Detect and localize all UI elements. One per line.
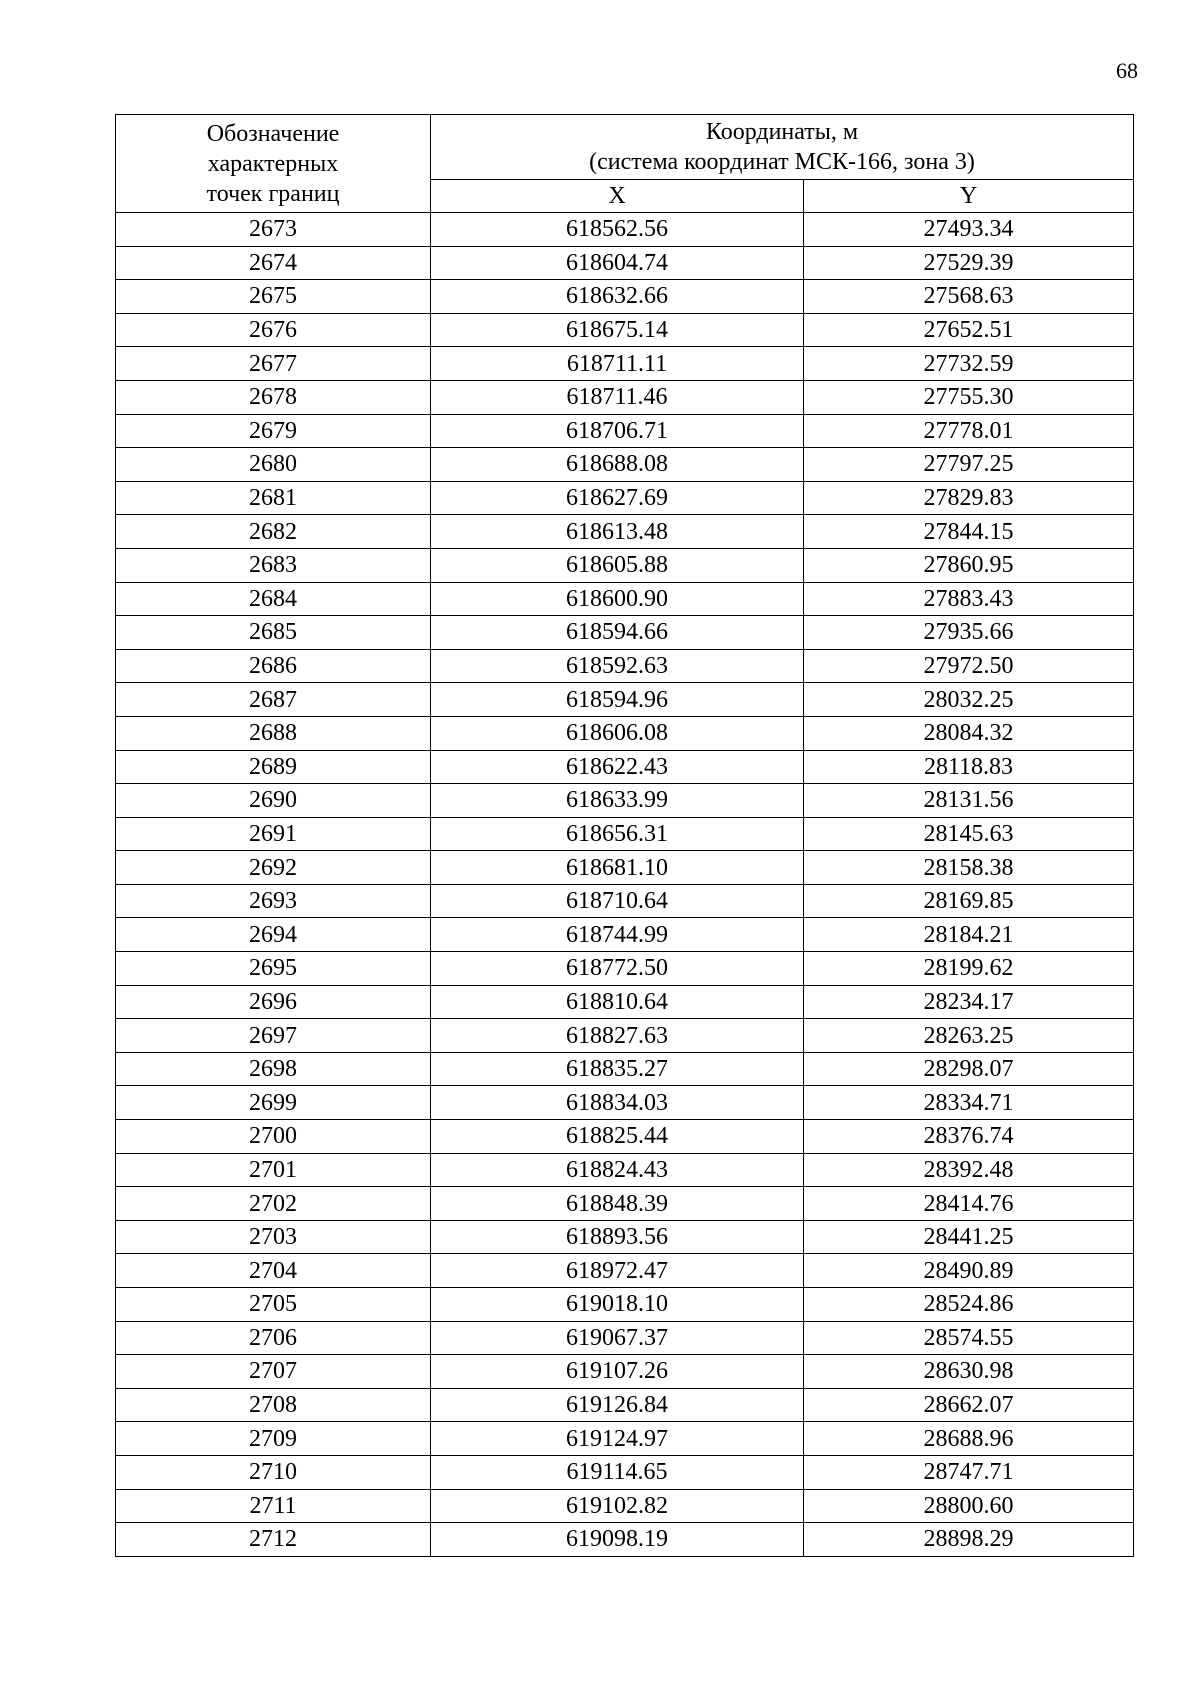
table-row [116,1086,1134,1120]
table-row [116,1455,1134,1489]
point-id-cell: 2697 [116,1019,431,1053]
point-id-cell: 2702 [116,1187,431,1221]
y-coordinate-cell: 27568.63 [804,280,1134,314]
point-id-cell: 2705 [116,1288,431,1322]
y-coordinate-cell: 28747.71 [804,1455,1134,1489]
table-row [116,1254,1134,1288]
point-id-cell: 2681 [116,481,431,515]
x-coordinate-cell: 618893.56 [431,1220,804,1254]
table-row [116,213,1134,247]
x-coordinate-cell: 618835.27 [431,1052,804,1086]
table-row [116,1120,1134,1154]
table-row [116,1523,1134,1557]
x-coordinate-cell: 618600.90 [431,582,804,616]
point-id-cell: 2704 [116,1254,431,1288]
point-id-cell: 2709 [116,1422,431,1456]
x-coordinate-cell: 618706.71 [431,414,804,448]
x-coordinate-cell: 618627.69 [431,481,804,515]
y-coordinate-cell: 28490.89 [804,1254,1134,1288]
point-id-cell: 2688 [116,716,431,750]
x-column-header: X [431,180,804,213]
x-coordinate-cell: 619107.26 [431,1355,804,1389]
x-coordinate-cell: 618562.56 [431,213,804,247]
point-id-cell: 2695 [116,952,431,986]
x-coordinate-cell: 618604.74 [431,246,804,280]
point-designation-header [116,115,431,213]
table-row [116,280,1134,314]
table-row [116,1019,1134,1053]
x-coordinate-cell: 619018.10 [431,1288,804,1322]
point-id-cell: 2700 [116,1120,431,1154]
point-id-cell: 2687 [116,683,431,717]
y-coordinate-cell: 28414.76 [804,1187,1134,1221]
y-coordinate-cell: 28800.60 [804,1489,1134,1523]
x-coordinate-cell: 618827.63 [431,1019,804,1053]
point-id-cell: 2708 [116,1388,431,1422]
table-row [116,952,1134,986]
table-row [116,1321,1134,1355]
table-row [116,716,1134,750]
x-coordinate-cell: 618605.88 [431,548,804,582]
table-row [116,1422,1134,1456]
y-coordinate-cell: 28441.25 [804,1220,1134,1254]
x-coordinate-cell: 618710.64 [431,884,804,918]
point-id-cell: 2679 [116,414,431,448]
table-row [116,380,1134,414]
y-coordinate-cell: 27778.01 [804,414,1134,448]
point-id-cell: 2693 [116,884,431,918]
y-coordinate-cell: 28199.62 [804,952,1134,986]
y-coordinate-cell: 27797.25 [804,448,1134,482]
point-id-cell: 2698 [116,1052,431,1086]
x-coordinate-cell: 619126.84 [431,1388,804,1422]
y-coordinate-cell: 28688.96 [804,1422,1134,1456]
y-coordinate-cell: 28234.17 [804,985,1134,1019]
y-coordinate-cell: 27829.83 [804,481,1134,515]
point-id-cell: 2682 [116,515,431,549]
point-id-cell: 2696 [116,985,431,1019]
point-id-cell: 2711 [116,1489,431,1523]
y-coordinate-cell: 27935.66 [804,616,1134,650]
table-row [116,817,1134,851]
y-coordinate-cell: 27493.34 [804,213,1134,247]
table-row [116,246,1134,280]
x-coordinate-cell: 618972.47 [431,1254,804,1288]
coordinates-header [431,115,1134,180]
y-coordinate-cell: 27755.30 [804,380,1134,414]
x-coordinate-cell: 618592.63 [431,649,804,683]
table-row [116,649,1134,683]
y-column-header: Y [804,180,1134,213]
y-coordinate-cell: 28898.29 [804,1523,1134,1557]
point-designation-line: Обозначение [206,120,340,147]
x-coordinate-cell: 618594.96 [431,683,804,717]
y-coordinate-cell: 28032.25 [804,683,1134,717]
table-row [116,1052,1134,1086]
point-id-cell: 2703 [116,1220,431,1254]
point-id-cell: 2691 [116,817,431,851]
coordinates-table [115,114,1134,1557]
x-coordinate-cell: 619067.37 [431,1321,804,1355]
y-coordinate-cell: 28145.63 [804,817,1134,851]
x-coordinate-cell: 618675.14 [431,313,804,347]
table-row [116,582,1134,616]
point-id-cell: 2707 [116,1355,431,1389]
table-row [116,481,1134,515]
y-coordinate-cell: 28084.32 [804,716,1134,750]
x-coordinate-cell: 619098.19 [431,1523,804,1557]
y-coordinate-cell: 27860.95 [804,548,1134,582]
table-row [116,918,1134,952]
y-coordinate-cell: 27732.59 [804,347,1134,381]
x-coordinate-cell: 618633.99 [431,784,804,818]
coordinates-title: Координаты, м [705,119,859,145]
table-row [116,1153,1134,1187]
point-id-cell: 2710 [116,1455,431,1489]
y-coordinate-cell: 28263.25 [804,1019,1134,1053]
point-id-cell: 2680 [116,448,431,482]
table-row [116,683,1134,717]
x-coordinate-cell: 618681.10 [431,851,804,885]
table-row [116,851,1134,885]
table-body [116,213,1134,1557]
table-row [116,1288,1134,1322]
table-row [116,616,1134,650]
table-header [116,115,1134,213]
x-coordinate-cell: 618632.66 [431,280,804,314]
x-coordinate-cell: 618834.03 [431,1086,804,1120]
x-coordinate-cell: 618848.39 [431,1187,804,1221]
y-coordinate-cell: 28118.83 [804,750,1134,784]
point-id-cell: 2685 [116,616,431,650]
x-coordinate-cell: 618711.11 [431,347,804,381]
point-id-cell: 2675 [116,280,431,314]
y-coordinate-cell: 27529.39 [804,246,1134,280]
table-row [116,1355,1134,1389]
x-coordinate-cell: 618825.44 [431,1120,804,1154]
table-row [116,1388,1134,1422]
point-id-cell: 2690 [116,784,431,818]
x-coordinate-cell: 618688.08 [431,448,804,482]
point-id-cell: 2712 [116,1523,431,1557]
y-coordinate-cell: 28169.85 [804,884,1134,918]
table-row [116,884,1134,918]
x-coordinate-cell: 618656.31 [431,817,804,851]
y-coordinate-cell: 27972.50 [804,649,1134,683]
x-coordinate-cell: 619102.82 [431,1489,804,1523]
x-coordinate-cell: 618744.99 [431,918,804,952]
point-id-cell: 2683 [116,548,431,582]
point-id-cell: 2677 [116,347,431,381]
point-id-cell: 2676 [116,313,431,347]
point-id-cell: 2678 [116,380,431,414]
point-id-cell: 2684 [116,582,431,616]
point-id-cell: 2673 [116,213,431,247]
y-coordinate-cell: 28524.86 [804,1288,1134,1322]
table-row [116,448,1134,482]
y-coordinate-cell: 28298.07 [804,1052,1134,1086]
table-row [116,1489,1134,1523]
table-row [116,1220,1134,1254]
x-coordinate-cell: 618606.08 [431,716,804,750]
table-row [116,515,1134,549]
table-row [116,750,1134,784]
x-coordinate-cell: 619124.97 [431,1422,804,1456]
x-coordinate-cell: 618613.48 [431,515,804,549]
x-coordinate-cell: 618772.50 [431,952,804,986]
coordinate-system-note: (система координат МСК-166, зона 3) [589,149,975,175]
y-coordinate-cell: 28392.48 [804,1153,1134,1187]
point-id-cell: 2701 [116,1153,431,1187]
point-id-cell: 2686 [116,649,431,683]
y-coordinate-cell: 27652.51 [804,313,1134,347]
page-number: 68 [1116,58,1138,83]
y-coordinate-cell: 27883.43 [804,582,1134,616]
y-coordinate-cell: 28376.74 [804,1120,1134,1154]
y-coordinate-cell: 28574.55 [804,1321,1134,1355]
x-coordinate-cell: 618622.43 [431,750,804,784]
y-coordinate-cell: 28184.21 [804,918,1134,952]
point-id-cell: 2699 [116,1086,431,1120]
point-id-cell: 2674 [116,246,431,280]
x-coordinate-cell: 618810.64 [431,985,804,1019]
point-id-cell: 2692 [116,851,431,885]
x-coordinate-cell: 619114.65 [431,1455,804,1489]
table-row [116,347,1134,381]
table-row [116,313,1134,347]
point-designation-line: характерных [207,150,339,177]
y-coordinate-cell: 28630.98 [804,1355,1134,1389]
y-coordinate-cell: 28131.56 [804,784,1134,818]
point-id-cell: 2694 [116,918,431,952]
y-coordinate-cell: 28662.07 [804,1388,1134,1422]
point-id-cell: 2706 [116,1321,431,1355]
table-row [116,784,1134,818]
point-id-cell: 2689 [116,750,431,784]
table-row [116,1187,1134,1221]
y-coordinate-cell: 27844.15 [804,515,1134,549]
table-row [116,985,1134,1019]
x-coordinate-cell: 618594.66 [431,616,804,650]
y-coordinate-cell: 28158.38 [804,851,1134,885]
point-designation-line: точек границ [206,180,340,207]
x-coordinate-cell: 618824.43 [431,1153,804,1187]
table-row [116,414,1134,448]
table-row [116,548,1134,582]
y-coordinate-cell: 28334.71 [804,1086,1134,1120]
x-coordinate-cell: 618711.46 [431,380,804,414]
